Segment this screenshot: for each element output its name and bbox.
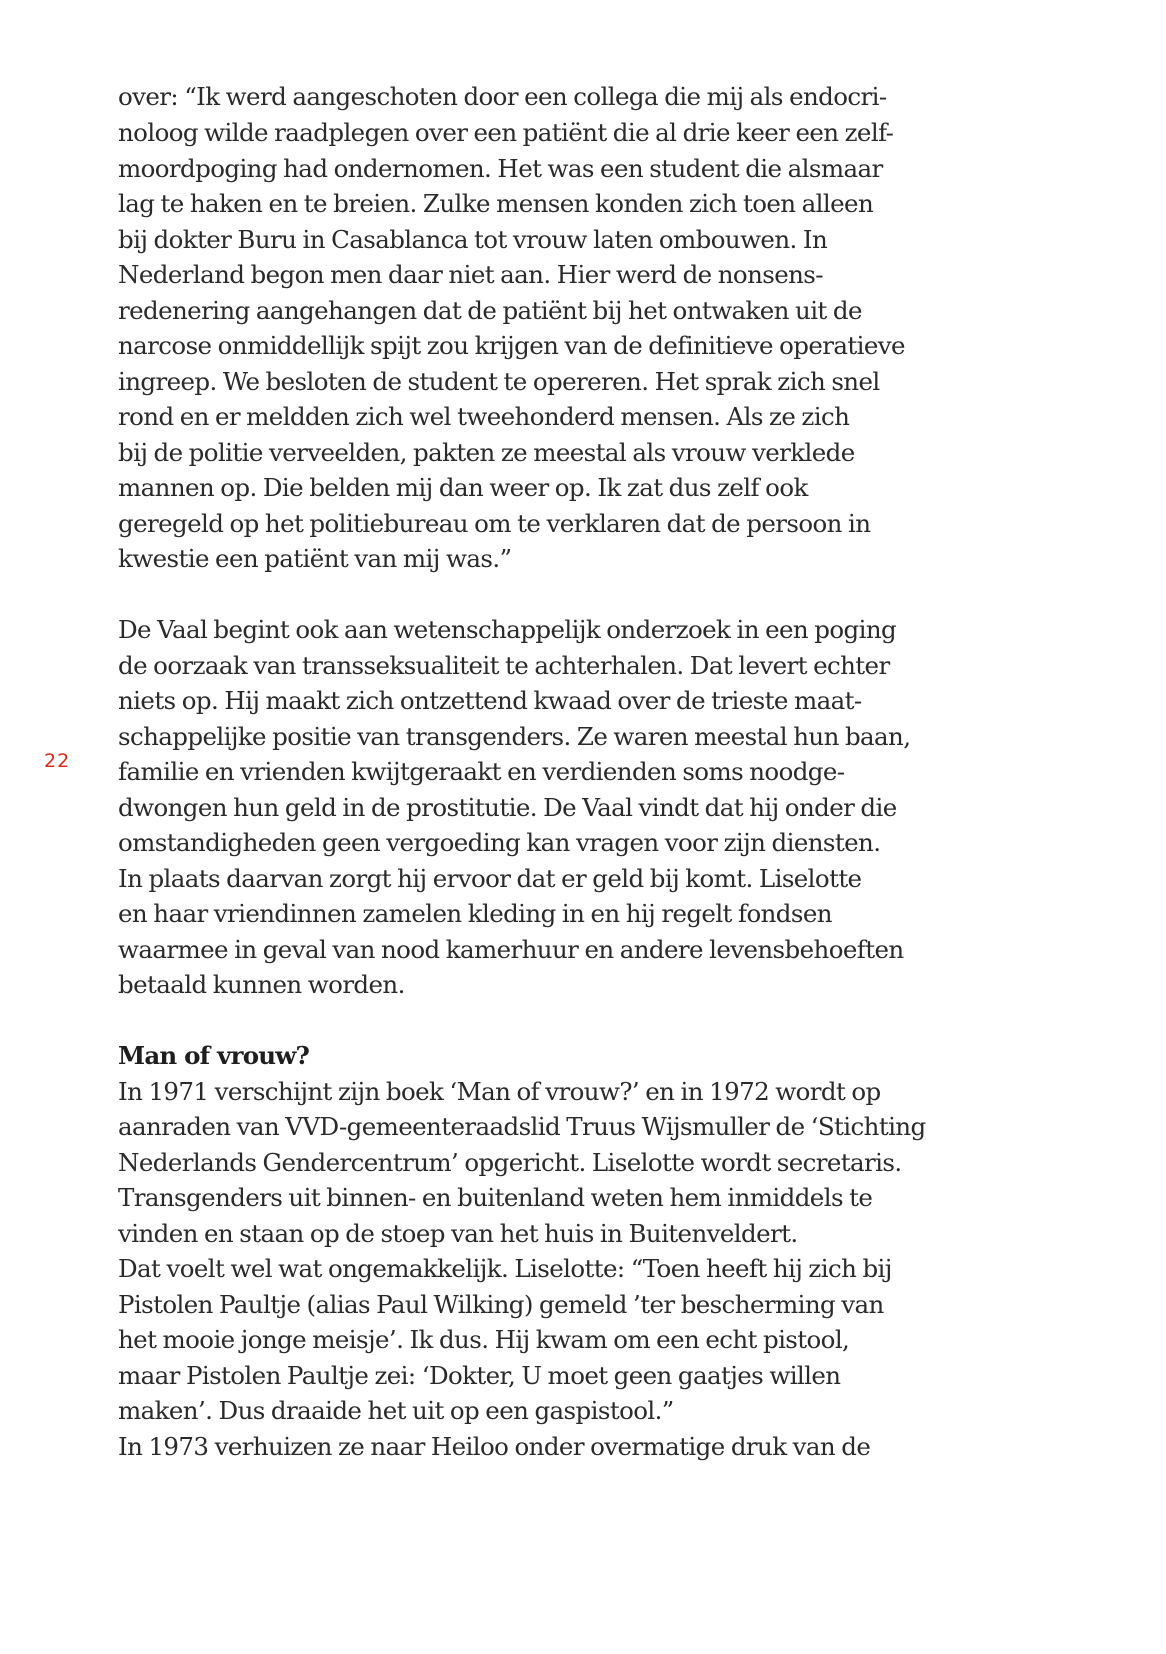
text-line: maar Pistolen Paultje zei: ‘Dokter, U moet geen gaatjes willen [118, 1361, 841, 1390]
page-number: 22 [44, 750, 71, 772]
text-line: over: “Ik werd aangeschoten door een collega die mij als endocri- [118, 82, 887, 111]
text-line: Nederlands Gendercentrum’ opgericht. Liselotte wordt secretaris. [118, 1148, 902, 1177]
text-line: kwestie een patiënt van mij was.” [118, 544, 512, 573]
text-line: niets op. Hij maakt zich ontzettend kwaad over de trieste maat- [118, 686, 862, 715]
text-line: schappelijke positie van transgenders. Ze waren meestal hun baan, [118, 722, 911, 751]
text-line: noloog wilde raadplegen over een patiënt die al drie keer een zelf- [118, 118, 894, 147]
text-line: De Vaal begint ook aan wetenschappelijk onderzoek in een poging [118, 615, 897, 644]
text-line: maken’. Dus draaide het uit op een gaspistool.” [118, 1396, 674, 1425]
text-line: dwongen hun geld in de prostitutie. De Vaal vindt dat hij onder die [118, 793, 897, 822]
text-line: en haar vriendinnen zamelen kleding in en hij regelt fondsen [118, 899, 832, 928]
text-line: Transgenders uit binnen- en buitenland weten hem inmiddels te [118, 1183, 873, 1212]
text-line: lag te haken en te breien. Zulke mensen konden zich toen alleen [118, 189, 874, 218]
text-line: Dat voelt wel wat ongemakkelijk. Liselotte: “Toen heeft hij zich bij [118, 1254, 892, 1283]
text-line: waarmee in geval van nood kamerhuur en andere levensbehoeften [118, 935, 904, 964]
text-line: familie en vrienden kwijtgeraakt en verdienden soms noodge- [118, 757, 845, 786]
text-line: aanraden van VVD-gemeenteraadslid Truus Wijsmuller de ‘Stichting [118, 1112, 926, 1141]
text-line: het mooie jonge meisje’. Ik dus. Hij kwam om een echt pistool, [118, 1325, 850, 1354]
text-line: mannen op. Die belden mij dan weer op. Ik zat dus zelf ook [118, 473, 808, 502]
text-line: rond en er meldden zich wel tweehonderd mensen. Als ze zich [118, 402, 850, 431]
text-line: redenering aangehangen dat de patiënt bij het ontwaken uit de [118, 296, 862, 325]
text-line: In 1973 verhuizen ze naar Heiloo onder overmatige druk van de [118, 1432, 871, 1461]
text-line: de oorzaak van transseksualiteit te achterhalen. Dat levert echter [118, 651, 890, 680]
text-line: In plaats daarvan zorgt hij ervoor dat er geld bij komt. Liselotte [118, 864, 862, 893]
text-line: ingreep. We besloten de student te opereren. Het sprak zich snel [118, 367, 880, 396]
text-line: geregeld op het politiebureau om te verklaren dat de persoon in [118, 509, 871, 538]
text-line: bij dokter Buru in Casablanca tot vrouw laten ombouwen. In [118, 225, 828, 254]
text-line: Pistolen Paultje (alias Paul Wilking) gemeld ’ter bescherming van [118, 1290, 884, 1319]
section-heading: Man of vrouw? [118, 1041, 310, 1070]
text-line: In 1971 verschijnt zijn boek ‘Man of vrouw?’ en in 1972 wordt op [118, 1077, 881, 1106]
text-line: Nederland begon men daar niet aan. Hier werd de nonsens- [118, 260, 823, 289]
text-line: bij de politie verveelden, pakten ze meestal als vrouw verklede [118, 438, 855, 467]
text-line: betaald kunnen worden. [118, 970, 405, 999]
text-line: moordpoging had ondernomen. Het was een student die alsmaar [118, 154, 883, 183]
text-line: narcose onmiddellijk spijt zou krijgen van de definitieve operatieve [118, 331, 905, 360]
text-line: vinden en staan op de stoep van het huis in Buitenveldert. [118, 1219, 798, 1248]
text-line: omstandigheden geen vergoeding kan vragen voor zijn diensten. [118, 828, 881, 857]
